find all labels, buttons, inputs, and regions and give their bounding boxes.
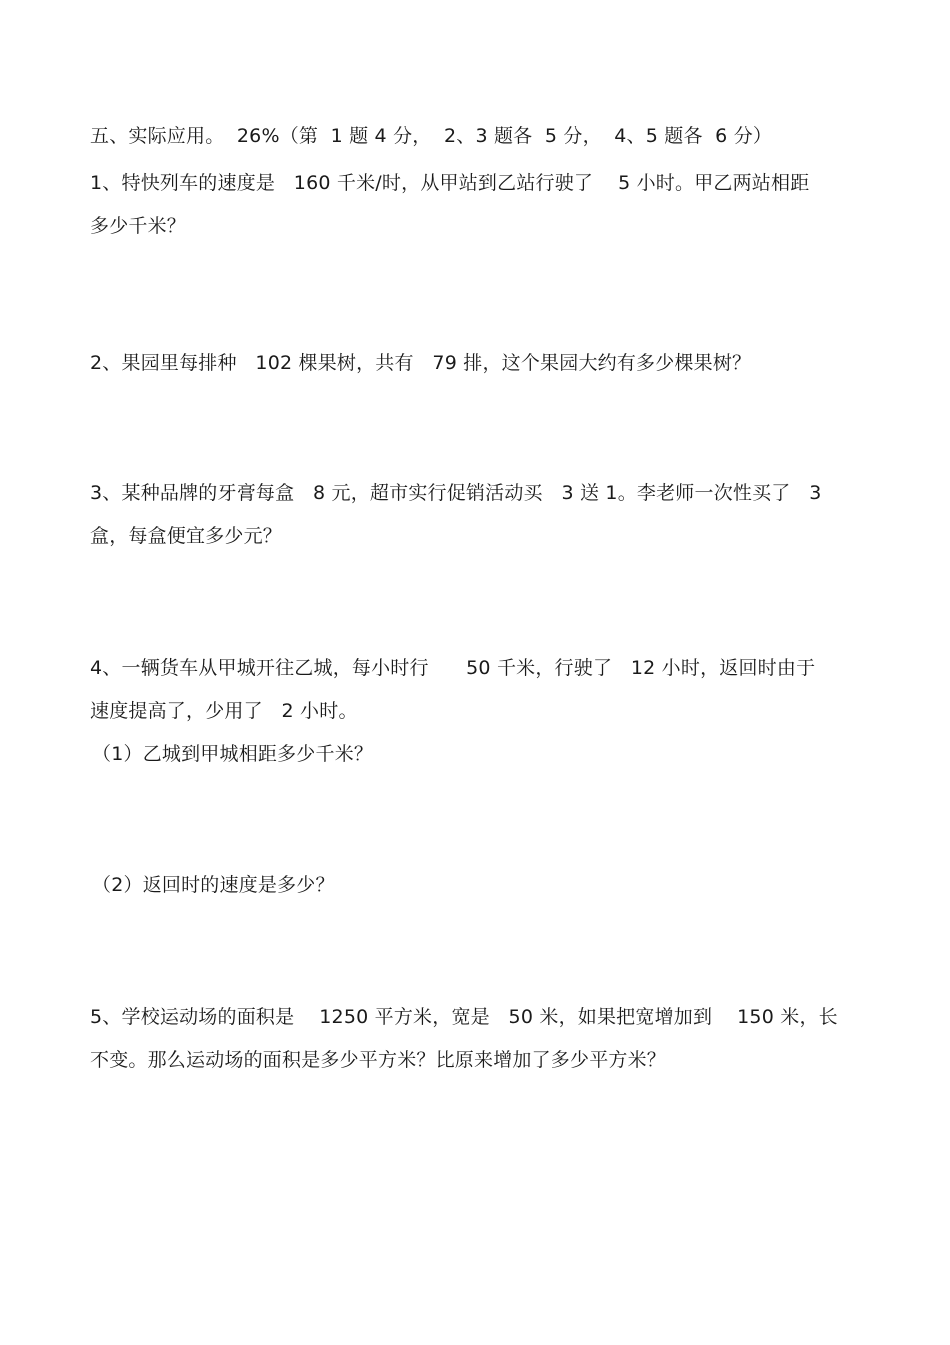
question-2-line-1: 2、果园里每排种 102 棵果树，共有 79 排，这个果园大约有多少棵果树？ bbox=[90, 352, 752, 374]
question-4-line-2: 速度提高了，少用了 2 小时。 bbox=[90, 700, 358, 722]
question-4-sub-2: （2）返回时的速度是多少？ bbox=[92, 874, 335, 896]
section-title: 五、实际应用。 26%（第 1 题 4 分， 2、3 题各 5 分， 4、5 题各 6 分） bbox=[90, 125, 773, 147]
question-1-line-1: 1、特快列车的速度是 160 千米/时，从甲站到乙站行驶了 5 小时。甲乙两站相距 bbox=[90, 172, 810, 194]
question-4-line-1: 4、一辆货车从甲城开往乙城，每小时行 50 千米，行驶了 12 小时，返回时由于 bbox=[90, 657, 816, 679]
question-5-line-2: 不变。那么运动场的面积是多少平方米？比原来增加了多少平方米？ bbox=[90, 1049, 667, 1071]
question-4-sub-1: （1）乙城到甲城相距多少千米？ bbox=[92, 743, 374, 765]
question-3-line-1: 3、某种品牌的牙膏每盒 8 元，超市实行促销活动买 3 送 1。李老师一次性买了 3 bbox=[90, 482, 822, 504]
question-1-line-2: 多少千米？ bbox=[90, 215, 187, 237]
question-3-line-2: 盒，每盒便宜多少元？ bbox=[90, 525, 283, 547]
question-5-line-1: 5、学校运动场的面积是 1250 平方米，宽是 50 米，如果把宽增加到 150 米，长 bbox=[90, 1006, 838, 1028]
